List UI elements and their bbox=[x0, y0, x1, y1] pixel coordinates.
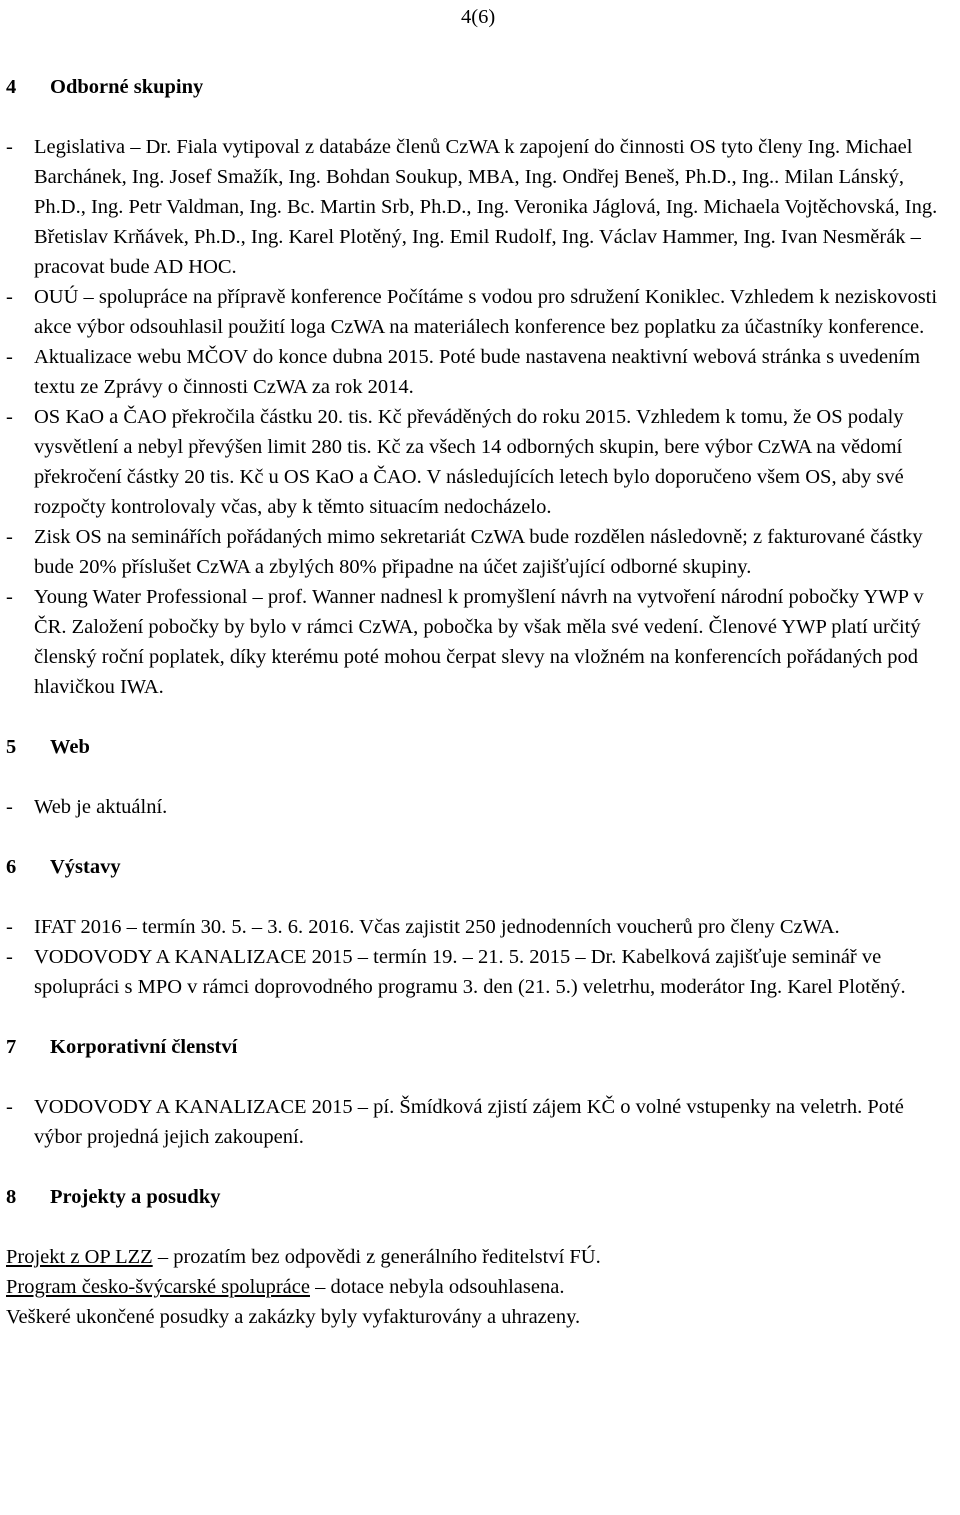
list-item: - VODOVODY A KANALIZACE 2015 – termín 19. – 21. 5. 2015 – Dr. Kabelková zajišťuje seminář ve spolupráci s MPO v rámci doprovodného programu 3. den (21. 5.) veletrhu, moderátor Ing. Karel Plotěný. bbox=[6, 942, 956, 1002]
list-item: - OS KaO a ČAO překročila částku 20. tis. Kč převáděných do roku 2015. Vzhledem k tomu, že OS podaly vysvětlení a nebyl převýšen limit 280 tis. Kč za všech 14 odborných skupin, bere výbor CzWA na vědomí překročení částky 20 tis. Kč u OS KaO a ČAO. V následujících letech bylo doporučeno všem OS, aby své rozpočty kontrolovaly včas, aby k těmto situacím nedocházelo. bbox=[6, 402, 956, 522]
section-number: 7 bbox=[6, 1036, 17, 1058]
list-item: - VODOVODY A KANALIZACE 2015 – pí. Šmídková zjistí zájem KČ o volné vstupenky na veletrh. Poté výbor projedná jejich zakoupení. bbox=[6, 1092, 956, 1152]
paragraph-text: – dotace nebyla odsouhlasena. bbox=[309, 1276, 565, 1298]
section-heading-6 bbox=[6, 852, 956, 882]
paragraph bbox=[6, 1302, 956, 1332]
section-title: Odborné skupiny bbox=[50, 76, 204, 98]
section-heading-5 bbox=[6, 732, 956, 762]
section-number: 5 bbox=[6, 736, 17, 758]
paragraph bbox=[6, 1272, 956, 1302]
section-8-lines bbox=[6, 1242, 956, 1332]
document-body bbox=[6, 72, 956, 1332]
section-7-list bbox=[6, 1092, 956, 1152]
section-title: Korporativní členství bbox=[50, 1036, 238, 1058]
list-item: - Zisk OS na seminářích pořádaných mimo sekretariát CzWA bude rozdělen následovně; z fakturované částky bude 20% příslušet CzWA a zbylých 80% připadne na účet zajišťující odborné skupiny. bbox=[6, 522, 956, 582]
underlined-label: Projekt z OP LZZ bbox=[6, 1246, 153, 1268]
section-heading-8 bbox=[6, 1182, 956, 1212]
section-heading-4 bbox=[6, 72, 956, 102]
section-number: 8 bbox=[6, 1186, 17, 1208]
section-title: Výstavy bbox=[50, 856, 121, 878]
section-6-list bbox=[6, 912, 956, 1002]
list-item: - IFAT 2016 – termín 30. 5. – 3. 6. 2016. Včas zajistit 250 jednodenních voucherů pro členy CzWA. bbox=[6, 912, 956, 942]
section-heading-7 bbox=[6, 1032, 956, 1062]
list-item: - Web je aktuální. bbox=[6, 792, 956, 822]
list-item: - Aktualizace webu MČOV do konce dubna 2015. Poté bude nastavena neaktivní webová stránka s uvedením textu ze Zprávy o činnosti CzWA za rok 2014. bbox=[6, 342, 956, 402]
section-title: Web bbox=[50, 736, 90, 758]
section-title: Projekty a posudky bbox=[50, 1186, 221, 1208]
list-item: - Legislativa – Dr. Fiala vytipoval z databáze členů CzWA k zapojení do činnosti OS tyto členy Ing. Michael Barchánek, Ing. Josef Smažík, Ing. Bohdan Soukup, MBA, Ing. Ondřej Beneš, Ph.D., Ing.. Milan Lánský, Ph.D., Ing. Petr Valdman, Ing. Bc. Martin Srb, Ph.D., Ing. Veronika Jáglová, Ing. Michaela Vojtěchovská, Ing. Břetislav Krňávek, Ph.D., Ing. Karel Plotěný, Ing. Emil Rudolf, Ing. Václav Hammer, Ing. Ivan Nesměrák – pracovat bude AD HOC. bbox=[6, 132, 956, 282]
section-5-list bbox=[6, 792, 956, 822]
section-number: 4 bbox=[6, 76, 17, 98]
list-item: - OUÚ – spolupráce na přípravě konference Počítáme s vodou pro sdružení Koniklec. Vzhledem k neziskovosti akce výbor odsouhlasil použití loga CzWA na materiálech konference bez poplatku za účastníky konference. bbox=[6, 282, 956, 342]
section-number: 6 bbox=[6, 856, 17, 878]
paragraph bbox=[6, 1242, 956, 1272]
underlined-label: Program česko-švýcarské spolupráce bbox=[6, 1276, 310, 1298]
section-4-list bbox=[6, 132, 956, 702]
paragraph-text: – prozatím bez odpovědi z generálního ředitelství FÚ. bbox=[152, 1246, 601, 1268]
page-number: 4(6) bbox=[461, 6, 496, 28]
list-item: - Young Water Professional – prof. Wanner nadnesl k promyšlení návrh na vytvoření národní pobočky YWP v ČR. Založení pobočky by bylo v rámci CzWA, pobočka by však měla své vedení. Členové YWP platí určitý členský roční poplatek, díky kterému poté mohou čerpat slevy na vložném na konferencích pořádaných pod hlavičkou IWA. bbox=[6, 582, 956, 702]
paragraph-text: Veškeré ukončené posudky a zakázky byly vyfakturovány a uhrazeny. bbox=[6, 1306, 581, 1328]
